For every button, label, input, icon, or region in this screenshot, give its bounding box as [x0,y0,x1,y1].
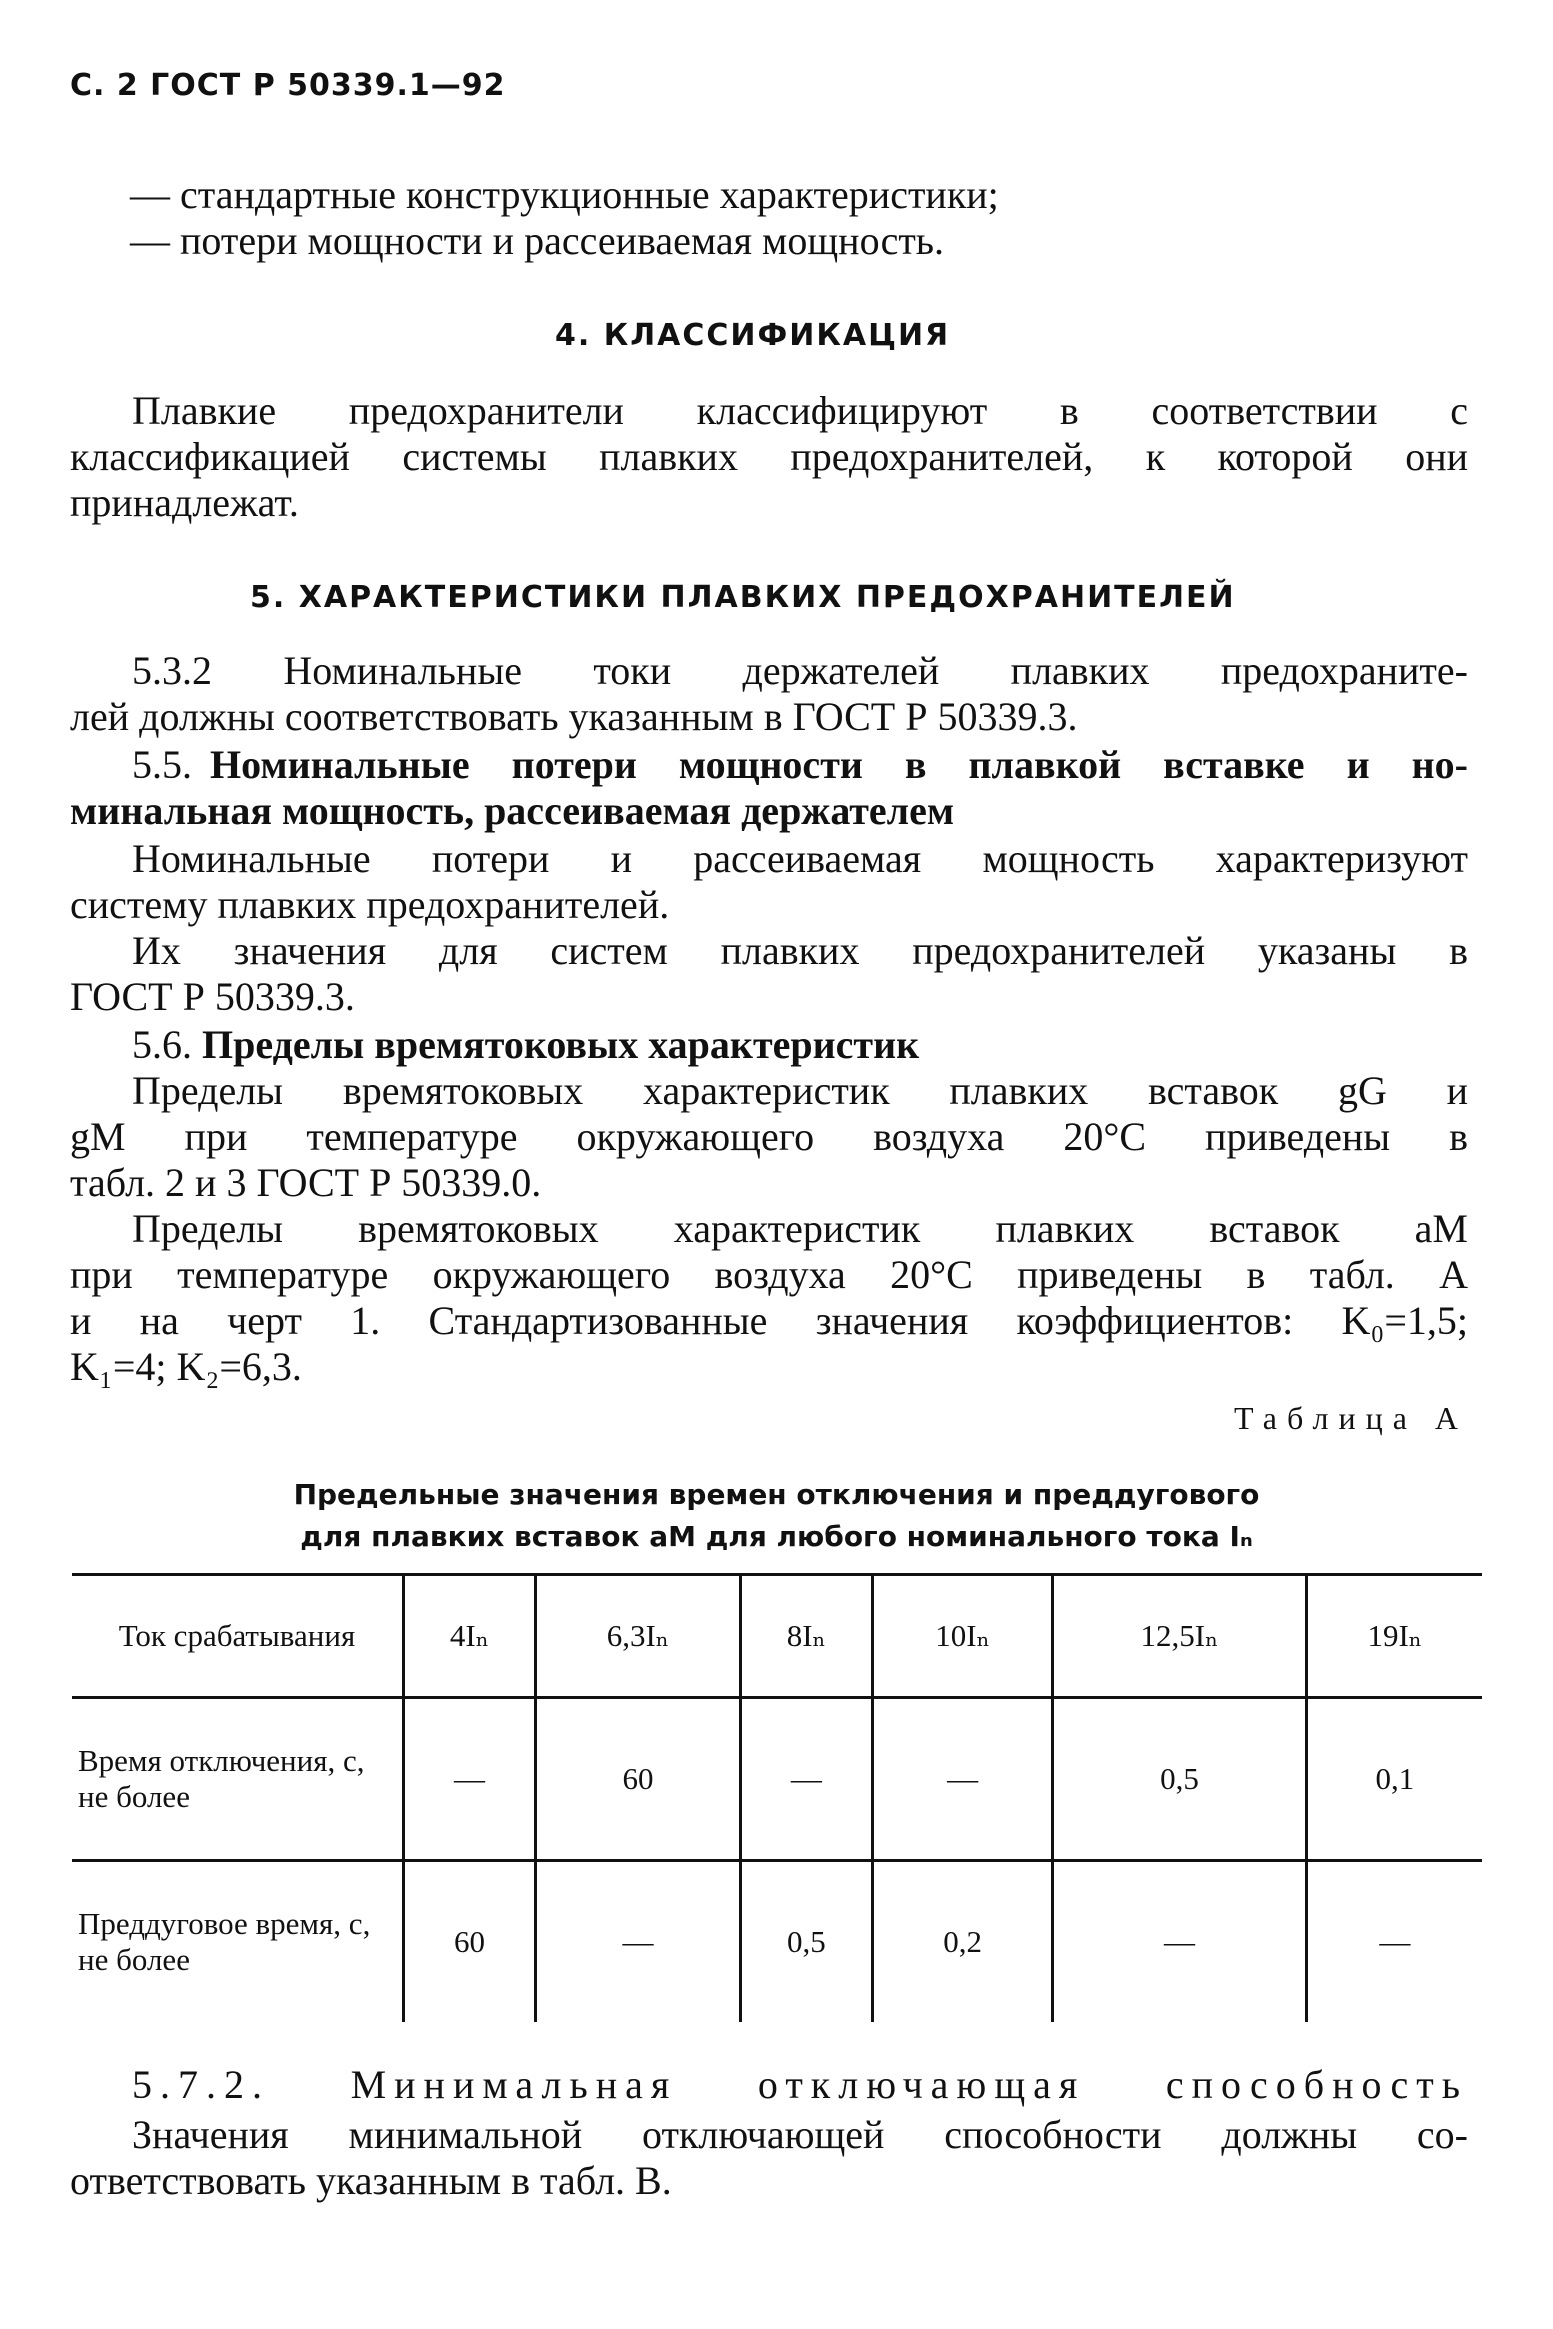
section-4-line-2: классификацией системы плавких предохранителей, к которой они [70,434,1468,479]
header-cell-current: Ток срабатывания [72,1575,404,1698]
table-cell: — [1306,1861,1482,2023]
p572-line-2: ответствовать указанным в табл. В. [70,2158,672,2203]
table-cell: — [404,1698,536,1861]
row-label-line-1: Преддуговое время, с, [78,1906,371,1941]
p56-line-5: при температуре окружающего воздуха 20°С приведены в табл. А [70,1252,1468,1297]
header-cell: 12,5Iₙ [1053,1575,1306,1698]
p55-title-line-1 [132,742,1468,788]
table-cell: — [536,1861,741,2023]
table-row [72,1698,1482,1861]
section-4-line-1: Плавкие предохранители классифицируют в соответствии с [132,388,1468,433]
p56-number: 5.6. [132,1022,192,1067]
page-header: С. 2 ГОСТ Р 50339.1—92 [70,68,506,103]
p55-line-3: Их значения для систем плавких предохранителей указаны в [132,928,1468,973]
table-cell: 0,5 [1053,1698,1306,1861]
p55-title-part-2: минальная мощность, рассеиваемая держателем [70,788,955,833]
p56-line-4: Пределы времятоковых характеристик плавких вставок aM [132,1206,1468,1251]
table-header-row [72,1575,1482,1698]
p55-number: 5.5. [132,742,192,787]
row-label [72,1698,404,1861]
table-title-line-1: Предельные значения времен отключения и преддугового [293,1478,1260,1511]
row-label [72,1861,404,2023]
table-cell: 60 [536,1698,741,1861]
table-row [72,1861,1482,2023]
row-label-line-1: Время отключения, с, [78,1743,365,1778]
table-cell: 0,2 [872,1861,1053,2023]
section-4-heading: 4. КЛАССИФИКАЦИЯ [555,318,951,353]
p55-title-part-1: Номинальные потери мощности в плавкой вставке и но- [210,742,1468,787]
header-cell: 10Iₙ [872,1575,1053,1698]
section-4-line-3: принадлежат. [70,480,299,525]
table-title-line-2: для плавких вставок aM для любого номинального тока Iₙ [300,1520,1253,1553]
p55-line-2: систему плавких предохранителей. [70,882,670,927]
p56-line-6: и на черт 1. Стандартизованные значения коэффициентов: K₀=1,5; [70,1298,1468,1343]
p56-line-1: Пределы времятоковых характеристик плавких вставок gG и [132,1068,1468,1113]
table-label: Таблица А [1234,1400,1468,1436]
header-cell: 6,3Iₙ [536,1575,741,1698]
table-cell: — [740,1698,872,1861]
p532-line-1: 5.3.2 Номинальные токи держателей плавких предохраните- [132,648,1468,693]
p532-line-2: лей должны соответствовать указанным в ГОСТ Р 50339.3. [70,694,1078,739]
header-cell: 4Iₙ [404,1575,536,1698]
p55-line-1: Номинальные потери и рассеиваемая мощность характеризуют [132,836,1468,881]
table-cell: 0,5 [740,1861,872,2023]
p56-line-3: табл. 2 и 3 ГОСТ Р 50339.0. [70,1160,542,1205]
intro-line-2: — потери мощности и рассеиваемая мощность. [130,218,945,263]
intro-line-1: — стандартные конструкционные характеристики; [130,172,999,217]
p56-line-7: K₁=4; K₂=6,3. [70,1344,302,1389]
table-cell: 0,1 [1306,1698,1482,1861]
table-cell: — [1053,1861,1306,2023]
p56-line-2: gM при температуре окружающего воздуха 20°С приведены в [70,1114,1468,1159]
row-label-line-2: не более [78,1779,190,1814]
table-cell: — [872,1698,1053,1861]
p572-line-1: Значения минимальной отключающей способности должны со- [132,2112,1468,2157]
row-label-line-2: не более [78,1942,190,1977]
p56-title-line [132,1022,919,1068]
header-cell: 19Iₙ [1306,1575,1482,1698]
p572-title: 5.7.2. Минимальная отключающая способность [132,2062,1468,2107]
section-5-heading: 5. ХАРАКТЕРИСТИКИ ПЛАВКИХ ПРЕДОХРАНИТЕЛЕЙ [250,580,1236,615]
p56-title: Пределы времятоковых характеристик [202,1022,920,1067]
header-cell: 8Iₙ [740,1575,872,1698]
table-cell: 60 [404,1861,536,2023]
limits-table [72,1573,1482,2022]
p55-line-4: ГОСТ Р 50339.3. [70,974,355,1019]
